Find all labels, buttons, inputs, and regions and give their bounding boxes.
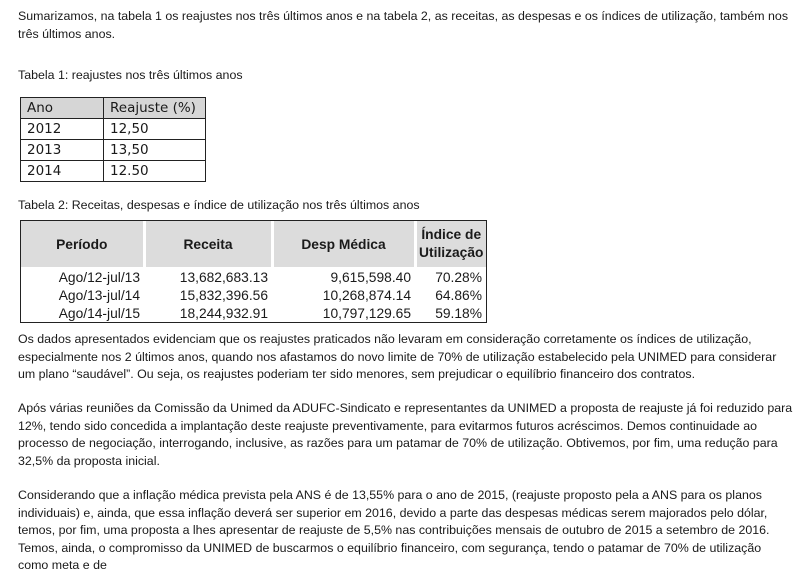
table1-caption: Tabela 1: reajustes nos três últimos anos: [18, 68, 243, 82]
table-header-cell: Período: [21, 221, 144, 268]
table-header-cell: Ano: [21, 98, 104, 119]
body-paragraph: Os dados apresentados evidenciam que os reajustes praticados não levaram em consideração corretamente os índices de utilização, especialmente nos 2 últimos anos, quando nos afastamos do novo limite de 70% de utilização estabelecido pela UNIMED para considerar um plano “saudável”. Ou seja, os reajustes poderiam ter sido menores, sem prejudicar o equilíbrio financeiro dos contratos.: [18, 332, 777, 381]
body-paragraph: Após várias reuniões da Comissão da Unimed da ADUFC-Sindicato e representantes da UNIMED a proposta de reajuste já foi reduzido para 12%, tendo sido concedida a implantação deste reajuste preventivamente, para evitarmos futuros acréscimos. Demos continuidade ao processo de negociação, interrogando, inclusive, as razões para um patamar de 70% de utilização. Obtivemos, por fim, uma redução para 32,5% da proposta inicial.: [18, 401, 793, 468]
intro-paragraph: Sumarizamos, na tabela 1 os reajustes nos três últimos anos e na tabela 2, as receitas, as despesas e os índices de utilização, também nos três últimos anos.: [18, 9, 789, 41]
table-header-cell: [415, 221, 486, 268]
table-cell: 70.28%: [435, 270, 482, 285]
table1-reajustes: [20, 97, 206, 182]
table-header-cell: Desp Médica: [272, 221, 415, 268]
table-row: [21, 287, 486, 305]
table-header-cell: Reajuste (%): [104, 98, 206, 119]
table-row: [21, 268, 486, 287]
table-row: [21, 140, 206, 161]
table-cell: 2012: [21, 119, 104, 140]
table-header-row: [21, 98, 206, 119]
table-header-cell: Receita: [144, 221, 272, 268]
table-row: [21, 305, 486, 323]
table-cell: 13,50: [104, 140, 206, 161]
table-cell: 2013: [21, 140, 104, 161]
table-cell: 13,682,683.13: [179, 270, 268, 285]
body-paragraph: Considerando que a inflação médica prevista pela ANS é de 13,55% para o ano de 2015, (reajuste proposto pela a ANS para os planos individuais) e, ainda, que essa inflação deverá ser superior em 2016, devido a parte das despesas médicas serem majorados pelo dólar, temos, por fim, uma proposta a lhes apresentar de reajuste de 5,5% nas contribuições mensais de outubro de 2015 a setembro de 2016. Temos, ainda, o compromisso da UNIMED de buscarmos o equilíbrio financeiro, com segurança, tendo o patamar de 70% de utilização como meta e de: [18, 488, 770, 572]
table-row: [21, 119, 206, 140]
table-cell: 12.50: [104, 161, 206, 182]
table-cell: Ago/12-jul/13: [58, 270, 140, 285]
table-cell: Ago/14-jul/15: [58, 306, 140, 321]
table-cell: 15,832,396.56: [179, 288, 268, 303]
table-row: [21, 161, 206, 182]
table-cell: 9,615,598.40: [330, 270, 411, 285]
table-cell: 2014: [21, 161, 104, 182]
table-cell: 18,244,932.91: [179, 306, 268, 321]
table2-receitas: [21, 221, 486, 323]
table-cell: Ago/13-jul/14: [58, 288, 140, 303]
table-cell: 59.18%: [435, 306, 482, 321]
table2-caption: Tabela 2: Receitas, despesas e índice de utilização nos três últimos anos: [18, 198, 420, 212]
table-cell: 10,797,129.65: [322, 306, 411, 321]
header-line: Índice de: [421, 227, 482, 242]
table-cell: 10,268,874.14: [322, 288, 411, 303]
header-line: Utilização: [419, 245, 484, 260]
table-cell: 64.86%: [435, 288, 482, 303]
table-cell: 12,50: [104, 119, 206, 140]
table2-frame: [20, 220, 487, 323]
table-header-row: [21, 221, 486, 268]
